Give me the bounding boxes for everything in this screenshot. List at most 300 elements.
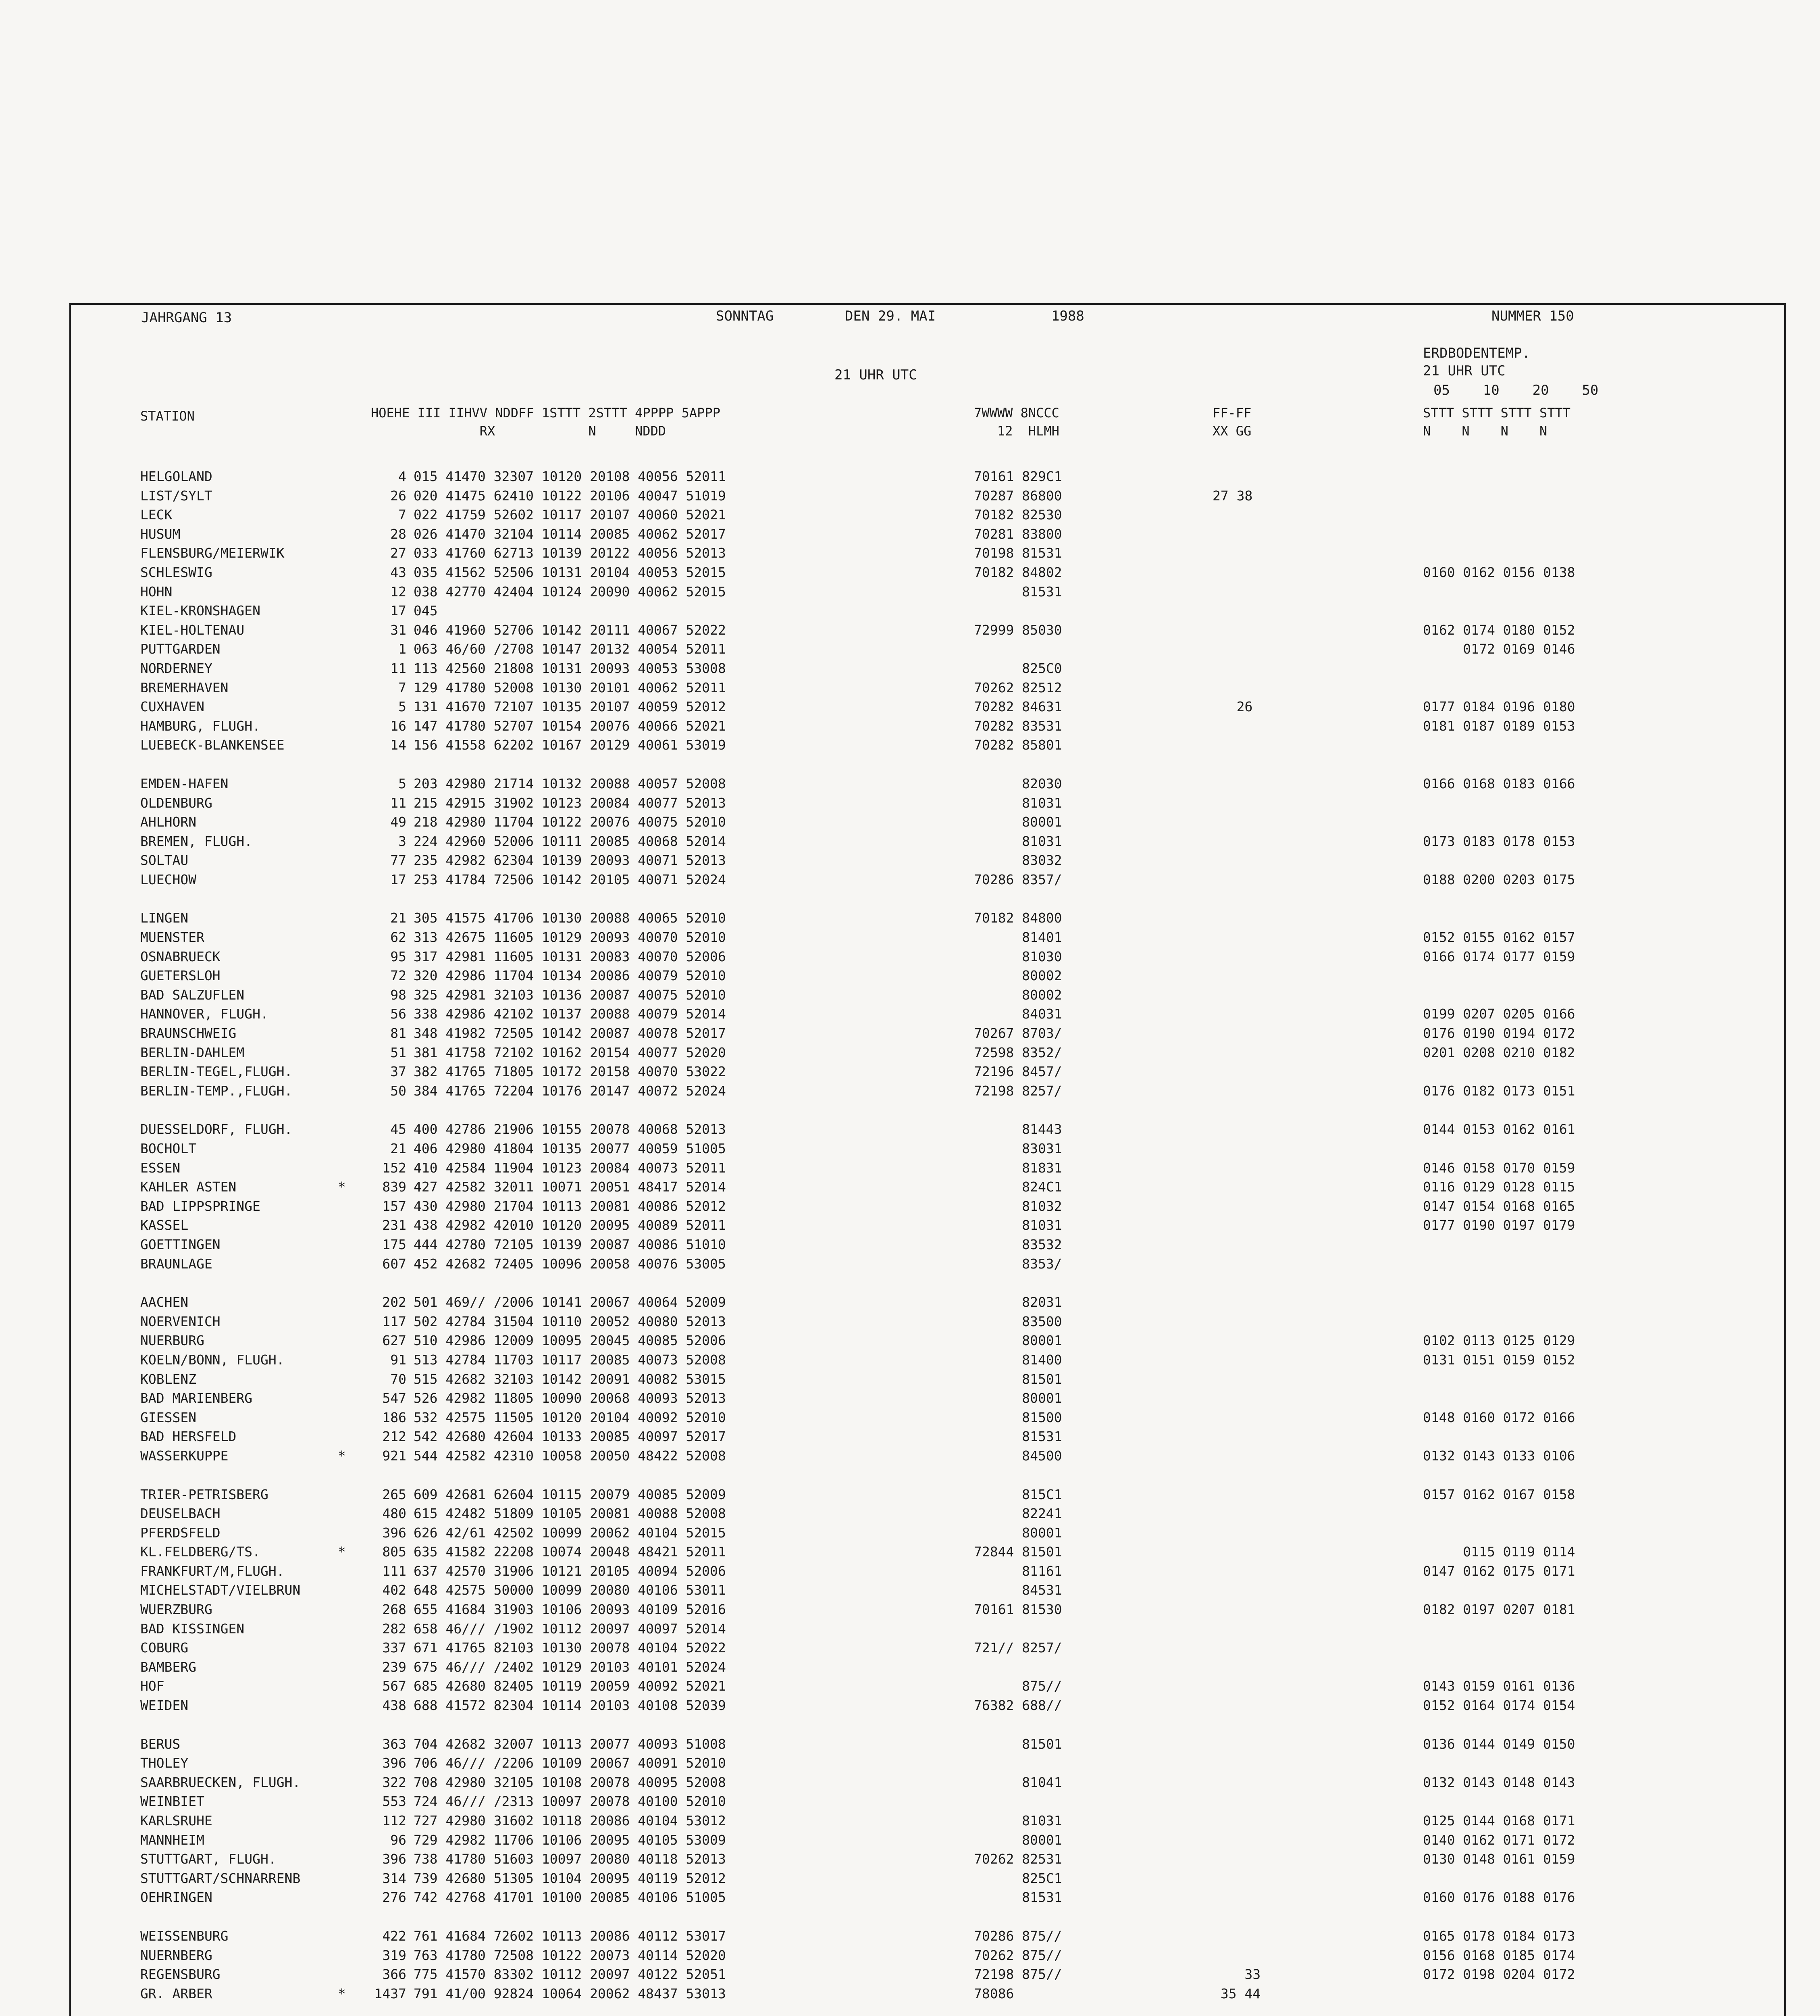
table-row: [140, 1523, 1793, 1543]
station-height: 5: [398, 699, 406, 715]
table-row: [140, 678, 1793, 698]
station-table: [140, 467, 1793, 2016]
station-name: TRIER-PETRISBERG: [140, 1486, 268, 1502]
table-row: [140, 1389, 1793, 1408]
station-name: WEIDEN: [140, 1697, 189, 1714]
station-height: 239: [382, 1659, 406, 1675]
station-name: BAD KISSINGEN: [140, 1620, 245, 1637]
table-row: [140, 1677, 1793, 1696]
station-height: 396: [382, 1524, 406, 1541]
synop-groups: 515 42682 32103 10142 20091 40082 53015: [414, 1371, 726, 1387]
soil-temperatures: 0188 0200 0203 0175: [1423, 871, 1575, 887]
station-height: 396: [382, 1851, 406, 1867]
station-name: MICHELSTADT/VIELBRUN: [140, 1582, 301, 1598]
synop-groups: 015 41470 32307 10120 20108 40056 52011: [414, 469, 726, 484]
weather-groups: 81030: [974, 948, 1062, 964]
station-name: FLENSBURG/MEIERWIK: [140, 545, 285, 561]
station-height: 62: [390, 929, 406, 946]
weather-groups: 70286 875//: [974, 1928, 1062, 1944]
weather-groups: 825C1: [974, 1870, 1062, 1886]
station-height: 805: [382, 1544, 406, 1560]
synop-groups: 203 42980 21714 10132 20088 40057 52008: [414, 775, 726, 791]
weather-groups: 70182 84802: [974, 564, 1062, 580]
table-row: [140, 563, 1793, 582]
col-wind-gust-sub: XX GG: [1213, 423, 1252, 439]
weather-groups: 70282 85801: [974, 737, 1062, 753]
soil-temperatures: 0132 0143 0133 0106: [1423, 1447, 1575, 1464]
synop-groups: 544 42582 42310 10058 20050 48422 52008: [414, 1447, 726, 1464]
weather-groups: 70287 86800: [974, 487, 1062, 504]
station-name: COBURG: [140, 1640, 189, 1656]
station-height: 96: [390, 1832, 406, 1848]
station-name: KIEL-KRONSHAGEN: [140, 603, 261, 619]
weather-groups: 825C0: [974, 660, 1062, 676]
station-name: BREMEN, FLUGH.: [140, 833, 253, 849]
soil-temperatures: 0147 0162 0175 0171: [1423, 1563, 1575, 1579]
synop-groups: 671 41765 82103 10130 20078 40104 52022: [414, 1640, 726, 1656]
weather-groups: 81501: [974, 1736, 1062, 1752]
soil-temperatures: 0160 0176 0188 0176: [1423, 1889, 1575, 1906]
synop-groups: 235 42982 62304 10139 20093 40071 52013: [414, 852, 726, 868]
table-row: [140, 1754, 1793, 1773]
synop-groups: 129 41780 52008 10130 20101 40062 52011: [414, 679, 726, 696]
synop-groups: 406 42980 41804 10135 20077 40059 51005: [414, 1141, 726, 1156]
soil-temperatures: 0140 0162 0171 0172: [1423, 1832, 1575, 1848]
soil-temperatures: 0162 0174 0180 0152: [1423, 622, 1575, 638]
station-height: 396: [382, 1755, 406, 1771]
synop-groups: 704 42682 32007 10113 20077 40093 51008: [414, 1736, 726, 1752]
soil-temperatures: 0166 0174 0177 0159: [1423, 948, 1575, 964]
table-row: [140, 1869, 1793, 1888]
weather-groups: 81443: [974, 1121, 1062, 1137]
table-row: [140, 908, 1793, 928]
table-row: [140, 1946, 1793, 1965]
station-height: 202: [382, 1294, 406, 1310]
soil-temperatures: 0166 0168 0183 0166: [1423, 775, 1575, 791]
weather-groups: 81531: [974, 583, 1062, 600]
weather-groups: 76382 688//: [974, 1697, 1062, 1714]
mountain-marker: *: [338, 1447, 346, 1464]
station-height: 5: [398, 775, 406, 791]
station-height: 567: [382, 1678, 406, 1694]
table-row: [140, 1926, 1793, 1946]
table-row: [140, 1446, 1793, 1466]
station-name: FRANKFURT/M,FLUGH.: [140, 1563, 285, 1579]
weather-groups: 82241: [974, 1506, 1062, 1522]
station-name: KOELN/BONN, FLUGH.: [140, 1352, 285, 1368]
station-name: THOLEY: [140, 1755, 189, 1771]
station-height: 276: [382, 1889, 406, 1906]
station-height: 1437: [374, 1985, 406, 2001]
synop-groups: 022 41759 52602 10117 20107 40060 52021: [414, 507, 726, 523]
table-row: [140, 832, 1793, 851]
soil-temperatures: 0130 0148 0161 0159: [1423, 1851, 1575, 1867]
table-row: [140, 716, 1793, 736]
synop-groups: 338 42986 42102 10137 20088 40079 52014: [414, 1006, 726, 1022]
soil-temperatures: 0176 0190 0194 0172: [1423, 1025, 1575, 1041]
station-name: OSNABRUECK: [140, 948, 220, 964]
station-height: 212: [382, 1429, 406, 1445]
soil-temperatures: 0143 0159 0161 0136: [1423, 1678, 1575, 1694]
soil-temperatures: 0177 0190 0197 0179: [1423, 1217, 1575, 1233]
station-name: CUXHAVEN: [140, 699, 204, 715]
issue-number: NUMMER 150: [1491, 308, 1574, 324]
station-height: 50: [390, 1083, 406, 1099]
station-name: HAMBURG, FLUGH.: [140, 718, 261, 734]
synop-groups: 637 42570 31906 10121 20105 40094 52006: [414, 1563, 726, 1579]
soil-temperatures: 0131 0151 0159 0152: [1423, 1352, 1575, 1368]
station-name: KIEL-HOLTENAU: [140, 622, 245, 638]
synop-groups: 131 41670 72107 10135 20107 40059 52012: [414, 699, 726, 715]
station-name: KARLSRUHE: [140, 1813, 212, 1829]
synop-groups: 348 41982 72505 10142 20087 40078 52017: [414, 1025, 726, 1041]
station-height: 14: [390, 737, 406, 753]
table-row: [140, 582, 1793, 602]
table-row: [140, 1504, 1793, 1523]
table-row: [140, 1254, 1793, 1274]
weather-groups: 83031: [974, 1141, 1062, 1156]
weather-groups: 83532: [974, 1236, 1062, 1252]
station-name: AHLHORN: [140, 814, 197, 830]
group-separator: [140, 1100, 1793, 1120]
group-separator: [140, 1273, 1793, 1293]
observation-time: 21 UHR UTC: [834, 367, 917, 383]
table-row: [140, 1216, 1793, 1235]
weather-groups: 70262 82531: [974, 1851, 1062, 1867]
table-row: [140, 544, 1793, 563]
soil-temperatures: 0102 0113 0125 0129: [1423, 1333, 1575, 1349]
station-height: 175: [382, 1236, 406, 1252]
table-row: [140, 525, 1793, 544]
synop-groups: 609 42681 62604 10115 20079 40085 52009: [414, 1486, 726, 1502]
station-height: 77: [390, 852, 406, 868]
station-name: MANNHEIM: [140, 1832, 204, 1848]
station-height: 547: [382, 1390, 406, 1406]
synop-groups: 218 42980 11704 10122 20076 40075 52010: [414, 814, 726, 830]
synop-groups: 035 41562 52506 10131 20104 40053 52015: [414, 564, 726, 580]
weather-groups: 824C1: [974, 1179, 1062, 1195]
soil-temperatures: 0116 0129 0128 0115: [1423, 1179, 1575, 1195]
weather-groups: 70161 829C1: [974, 469, 1062, 484]
table-row: [140, 601, 1793, 621]
soil-temperatures: 0157 0162 0167 0158: [1423, 1486, 1575, 1502]
table-row: [140, 1062, 1793, 1081]
weather-groups: 80001: [974, 1832, 1062, 1848]
station-height: 7: [398, 679, 406, 696]
station-name: OEHRINGEN: [140, 1889, 212, 1906]
station-name: KAHLER ASTEN: [140, 1179, 237, 1195]
group-separator: [140, 755, 1793, 774]
station-height: 27: [390, 545, 406, 561]
station-name: SOLTAU: [140, 852, 189, 868]
station-name: KL.FELDBERG/TS.: [140, 1544, 261, 1560]
col-wind-gust: FF-FF: [1213, 405, 1252, 421]
station-name: GOETTINGEN: [140, 1236, 220, 1252]
station-height: 402: [382, 1582, 406, 1598]
soil-temperatures: 0165 0178 0184 0173: [1423, 1928, 1575, 1944]
weather-groups: 815C1: [974, 1486, 1062, 1502]
soil-temperatures: 0201 0208 0210 0182: [1423, 1044, 1575, 1060]
station-height: 438: [382, 1697, 406, 1714]
station-name: DUESSELDORF, FLUGH.: [140, 1121, 293, 1137]
table-row: [140, 1600, 1793, 1619]
station-name: WEISSENBURG: [140, 1928, 229, 1944]
table-row: [140, 1811, 1793, 1831]
synop-groups: 452 42682 72405 10096 20058 40076 53005: [414, 1256, 726, 1272]
table-row: [140, 1485, 1793, 1504]
soil-temperatures: 0156 0168 0185 0174: [1423, 1947, 1575, 1963]
weather-groups: 70286 8357/: [974, 871, 1062, 887]
synop-groups: 147 41780 52707 10154 20076 40066 52021: [414, 718, 726, 734]
soil-temp-time: 21 UHR UTC: [1423, 363, 1506, 379]
table-row: [140, 1773, 1793, 1792]
station-name: GUETERSLOH: [140, 968, 220, 984]
soil-temperatures: 0177 0184 0196 0180: [1423, 699, 1575, 715]
synop-groups: 063 46/60 /2708 10147 20132 40054 52011: [414, 641, 726, 657]
synop-groups: 501 469// /2006 10141 20067 40064 52009: [414, 1294, 726, 1310]
station-name: LINGEN: [140, 910, 189, 926]
table-row: [140, 1658, 1793, 1677]
station-name: HOHN: [140, 583, 173, 600]
station-name: MUENSTER: [140, 929, 204, 946]
synop-groups: 615 42482 51809 10105 20081 40088 52008: [414, 1506, 726, 1522]
synop-groups: 635 41582 22208 10074 20048 48421 52011: [414, 1544, 726, 1560]
synop-groups: 320 42986 11704 10134 20086 40079 52010: [414, 968, 726, 984]
table-row: [140, 1004, 1793, 1024]
wind-gust: 33: [1213, 1966, 1261, 1983]
table-row: [140, 1139, 1793, 1158]
station-height: 117: [382, 1313, 406, 1329]
station-name: EMDEN-HAFEN: [140, 775, 229, 791]
weather-groups: 81401: [974, 929, 1062, 946]
station-name: AACHEN: [140, 1294, 189, 1310]
station-height: 21: [390, 1141, 406, 1156]
weather-groups: 80002: [974, 987, 1062, 1003]
synop-groups: 317 42981 11605 10131 20083 40070 52006: [414, 948, 726, 964]
synop-groups: 542 42680 42604 10133 20085 40097 52017: [414, 1429, 726, 1445]
station-name: STUTTGART, FLUGH.: [140, 1851, 277, 1867]
weather-groups: 81531: [974, 1889, 1062, 1906]
table-row: [140, 985, 1793, 1005]
station-height: 839: [382, 1179, 406, 1195]
station-height: 49: [390, 814, 406, 830]
weather-groups: 72999 85030: [974, 622, 1062, 638]
station-name: PFERDSFELD: [140, 1524, 220, 1541]
weather-groups: 72844 81501: [974, 1544, 1062, 1560]
weather-groups: 70267 8703/: [974, 1025, 1062, 1041]
weather-groups: 81031: [974, 1813, 1062, 1829]
station-height: 91: [390, 1352, 406, 1368]
weather-groups: 84531: [974, 1582, 1062, 1598]
station-height: 265: [382, 1486, 406, 1502]
station-height: 322: [382, 1774, 406, 1790]
station-name: GIESSEN: [140, 1409, 197, 1425]
table-row: [140, 1293, 1793, 1312]
table-row: [140, 505, 1793, 525]
weather-groups: 80002: [974, 968, 1062, 984]
table-row: [140, 486, 1793, 506]
station-height: 337: [382, 1640, 406, 1656]
table-row: [140, 1638, 1793, 1658]
weather-groups: 83500: [974, 1313, 1062, 1329]
soil-temperatures: 0147 0154 0168 0165: [1423, 1198, 1575, 1214]
table-row: [140, 1312, 1793, 1331]
station-height: 111: [382, 1563, 406, 1579]
station-height: 70: [390, 1371, 406, 1387]
weather-groups: 70262 875//: [974, 1947, 1062, 1963]
synop-groups: 410 42584 11904 10123 20084 40073 52011: [414, 1160, 726, 1176]
station-height: 56: [390, 1006, 406, 1022]
weather-groups: 72598 8352/: [974, 1044, 1062, 1060]
station-name: WUERZBURG: [140, 1602, 212, 1618]
table-row: [140, 1888, 1793, 1907]
station-name: LECK: [140, 507, 173, 523]
synop-groups: 738 41780 51603 10097 20080 40118 52013: [414, 1851, 726, 1867]
group-separator: [140, 1715, 1793, 1735]
station-height: 1: [398, 641, 406, 657]
station-name: NUERBURG: [140, 1333, 204, 1349]
weather-groups: 80001: [974, 814, 1062, 830]
synop-groups: 305 41575 41706 10130 20088 40065 52010: [414, 910, 726, 926]
station-height: 186: [382, 1409, 406, 1425]
station-name: KASSEL: [140, 1217, 189, 1233]
table-row: [140, 697, 1793, 716]
station-height: 314: [382, 1870, 406, 1886]
weather-groups: 721// 8257/: [974, 1640, 1062, 1656]
synop-groups: 532 42575 11505 10120 20104 40092 52010: [414, 1409, 726, 1425]
station-height: 28: [390, 526, 406, 542]
day-label: SONNTAG: [716, 308, 774, 324]
synop-groups: 675 46/// /2402 10129 20103 40101 52024: [414, 1659, 726, 1675]
synop-groups: 382 41765 71805 10172 20158 40070 53022: [414, 1064, 726, 1080]
weather-groups: 81161: [974, 1563, 1062, 1579]
synop-groups: 400 42786 21906 10155 20078 40068 52013: [414, 1121, 726, 1137]
soil-temperatures: 0152 0164 0174 0154: [1423, 1697, 1575, 1714]
station-name: LUEBECK-BLANKENSEE: [140, 737, 285, 753]
station-height: 282: [382, 1620, 406, 1637]
table-row: [140, 947, 1793, 966]
table-row: [140, 1831, 1793, 1850]
synop-groups: 384 41765 72204 10176 20147 40072 52024: [414, 1083, 726, 1099]
table-row: [140, 1542, 1793, 1562]
station-name: BERLIN-DAHLEM: [140, 1044, 245, 1060]
station-height: 7: [398, 507, 406, 523]
synop-groups: 046 41960 52706 10142 20111 40067 52022: [414, 622, 726, 638]
synop-groups: 739 42680 51305 10104 20095 40119 52012: [414, 1870, 726, 1886]
weather-groups: 83032: [974, 852, 1062, 868]
station-height: 366: [382, 1966, 406, 1983]
mountain-marker: *: [338, 1179, 346, 1195]
synop-groups: 045: [414, 603, 438, 619]
station-height: 3: [398, 833, 406, 849]
synop-groups: 526 42982 11805 10090 20068 40093 52013: [414, 1390, 726, 1406]
station-height: 98: [390, 987, 406, 1003]
station-name: GR. ARBER: [140, 1985, 212, 2001]
station-height: 45: [390, 1121, 406, 1137]
synop-groups: 791 41/00 92824 10064 20062 48437 53013: [414, 1985, 726, 2001]
station-name: OLDENBURG: [140, 795, 212, 811]
station-name: WEINBIET: [140, 1793, 204, 1810]
table-row: [140, 1331, 1793, 1350]
soil-temp-title: ERDBODENTEMP.: [1423, 345, 1531, 361]
table-row: [140, 1792, 1793, 1811]
station-name: SCHLESWIG: [140, 564, 212, 580]
station-name: BERLIN-TEGEL,FLUGH.: [140, 1064, 293, 1080]
table-row: [140, 1581, 1793, 1600]
synop-groups: 026 41470 32104 10114 20085 40062 52017: [414, 526, 726, 542]
station-height: 268: [382, 1602, 406, 1618]
soil-temperatures: 0182 0197 0207 0181: [1423, 1602, 1575, 1618]
weather-groups: 80001: [974, 1333, 1062, 1349]
synop-groups: 313 42675 11605 10129 20093 40070 52010: [414, 929, 726, 946]
synop-groups: 444 42780 72105 10139 20087 40086 51010: [414, 1236, 726, 1252]
weather-groups: 70198 81531: [974, 545, 1062, 561]
weather-groups: 81500: [974, 1409, 1062, 1425]
table-row: [140, 1350, 1793, 1370]
table-row: [140, 1120, 1793, 1139]
station-name: BREMERHAVEN: [140, 679, 229, 696]
station-name: BRAUNSCHWEIG: [140, 1025, 237, 1041]
group-separator: [140, 2003, 1793, 2016]
table-row: [140, 1562, 1793, 1581]
synop-groups: 224 42960 52006 10111 20085 40068 52014: [414, 833, 726, 849]
synop-groups: 655 41684 31903 10106 20093 40109 52016: [414, 1602, 726, 1618]
station-height: 4: [398, 469, 406, 484]
weather-groups: 81031: [974, 795, 1062, 811]
weather-groups: 70282 84631: [974, 699, 1062, 715]
table-row: [140, 1735, 1793, 1754]
station-height: 319: [382, 1947, 406, 1963]
station-name: STUTTGART/SCHNARRENB: [140, 1870, 301, 1886]
year-label: 1988: [1051, 308, 1084, 324]
table-row: [140, 735, 1793, 755]
station-height: 11: [390, 660, 406, 676]
soil-temperatures: 0176 0182 0173 0151: [1423, 1083, 1575, 1099]
table-row: [140, 1849, 1793, 1869]
station-height: 480: [382, 1506, 406, 1522]
synop-groups: 020 41475 62410 10122 20106 40047 51019: [414, 487, 726, 504]
synop-groups: 742 42768 41701 10100 20085 40106 51005: [414, 1889, 726, 1906]
table-row: [140, 1235, 1793, 1254]
station-name: BRAUNLAGE: [140, 1256, 212, 1272]
synop-groups: 761 41684 72602 10113 20086 40112 53017: [414, 1928, 726, 1944]
station-name: HOF: [140, 1678, 164, 1694]
synop-groups: 215 42915 31902 10123 20084 40077 52013: [414, 795, 726, 811]
weather-groups: 78086: [974, 1985, 1014, 2001]
station-height: 152: [382, 1160, 406, 1176]
synop-groups: 708 42980 32105 10108 20078 40095 52008: [414, 1774, 726, 1790]
table-row: [140, 966, 1793, 985]
station-height: 31: [390, 622, 406, 638]
weather-groups: 81531: [974, 1429, 1062, 1445]
station-name: BAD HERSFELD: [140, 1429, 237, 1445]
weather-groups: 72198 875//: [974, 1966, 1062, 1983]
group-separator: [140, 1466, 1793, 1485]
station-name: BAD MARIENBERG: [140, 1390, 253, 1406]
station-name: LIST/SYLT: [140, 487, 212, 504]
group-separator: [140, 1907, 1793, 1926]
station-height: 231: [382, 1217, 406, 1233]
table-row: [140, 1408, 1793, 1427]
col-weather-groups: 7WWWW 8NCCC: [974, 405, 1059, 421]
weather-groups: 70281 83800: [974, 526, 1062, 542]
weather-groups: 81400: [974, 1352, 1062, 1368]
weather-groups: 875//: [974, 1678, 1062, 1694]
col-weather-groups-sub: 12 HLMH: [974, 423, 1059, 439]
col-main-groups: HOEHE III IIHVV NDDFF 1STTT 2STTT 4PPPP 5APPP: [371, 405, 720, 421]
weather-groups: 70262 82512: [974, 679, 1062, 696]
soil-temperatures: 0136 0144 0149 0150: [1423, 1736, 1575, 1752]
